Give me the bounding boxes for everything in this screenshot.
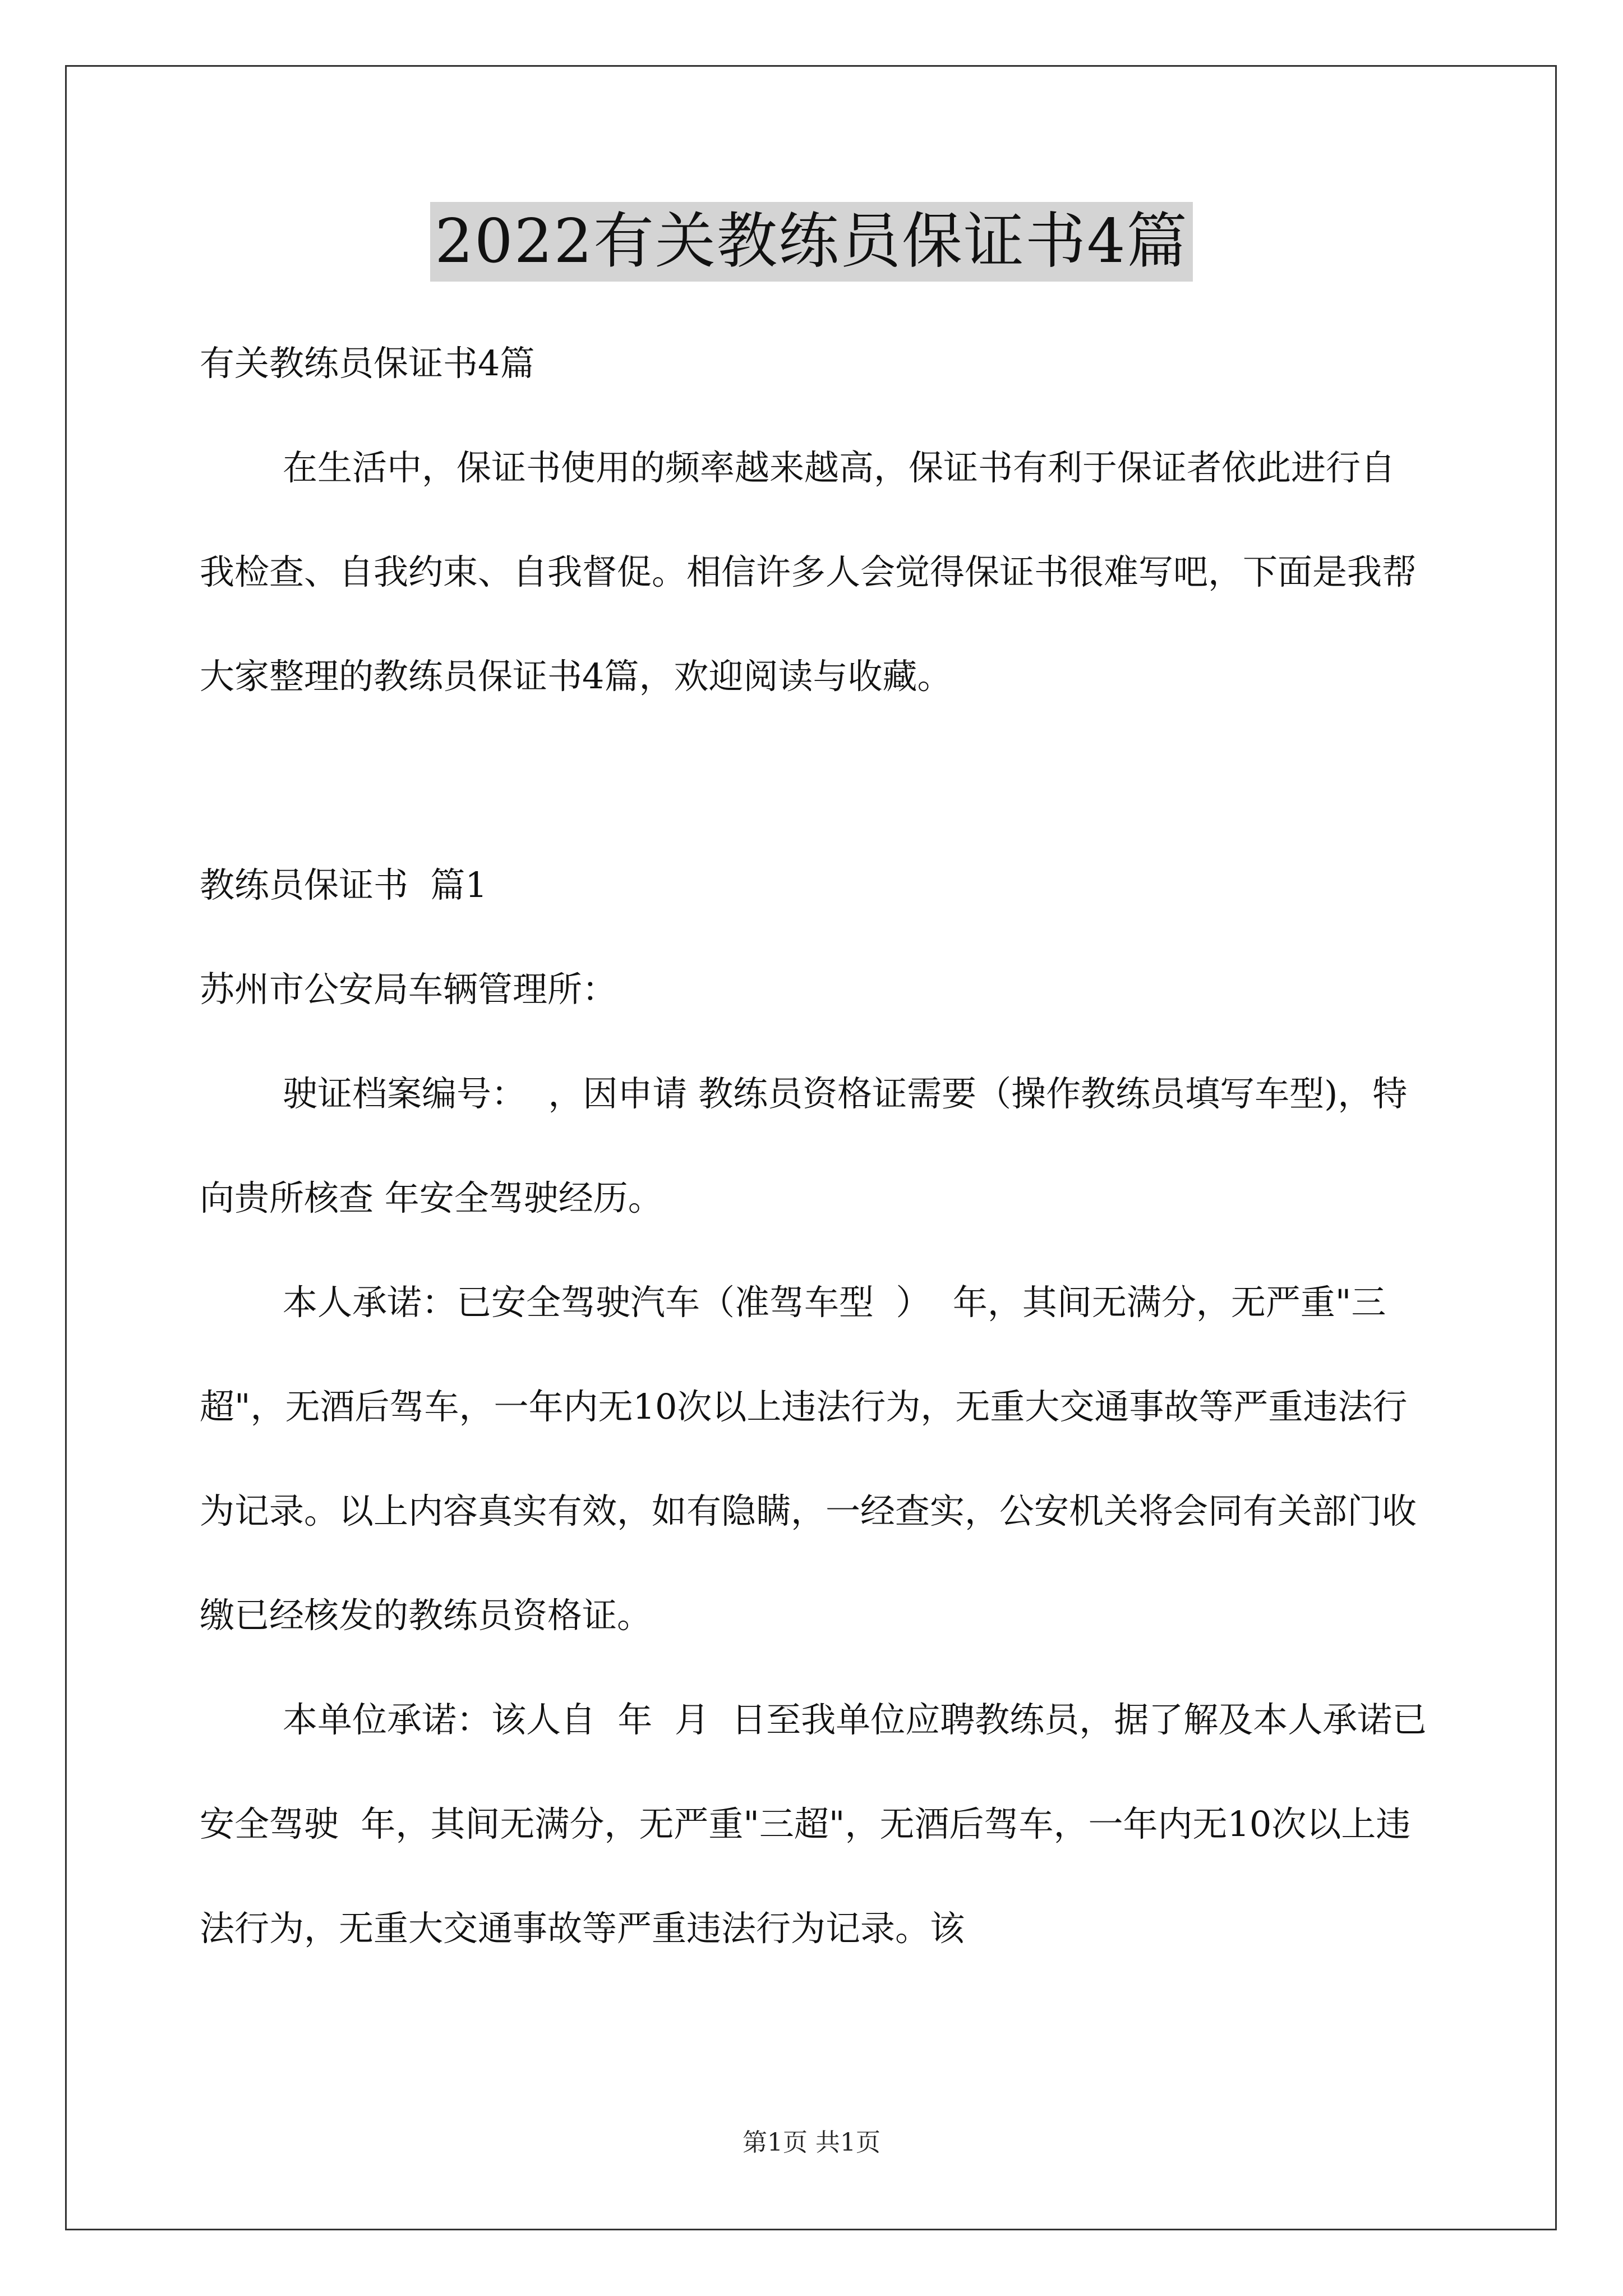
title-container [0, 202, 1623, 282]
intro-paragraph: 在生活中，保证书使用的频率越来越高，保证书有利于保证者依此进行自我检查、自我约束、自我督促。相信许多人会觉得保证书很难写吧，下面是我帮大家整理的教练员保证书4篇，欢迎阅读与收藏。 [200, 447, 1417, 697]
paragraph-license-record: 驶证档案编号： ，因申请 教练员资格证需要（操作教练员填写车型)，特向贵所核查 年安全驾驶经历。 [200, 1073, 1408, 1218]
page-footer: 第1页 共1页 [743, 2128, 880, 2157]
section-heading: 教练员保证书 篇1 [200, 864, 487, 905]
document-body [200, 311, 1428, 1981]
paragraph-employer-pledge: 本单位承诺：该人自 年 月 日至我单位应聘教练员，据了解及本人承诺已安全驾驶 年，其间无满分，无严重"三超"，无酒后驾车，一年内无10次以上违法行为，无重大交通事故等严重违法行为记录。该 [200, 1699, 1427, 1949]
section-spacer [200, 729, 1428, 833]
document-subtitle: 有关教练员保证书4篇 [200, 343, 535, 384]
paragraph-personal-pledge: 本人承诺：已安全驾驶汽车（准驾车型 ） 年，其间无满分，无严重"三超"，无酒后驾车，一年内无10次以上违法行为，无重大交通事故等严重违法行为记录。以上内容真实有效，如有隐瞒，一经查实，公安机关将会同有关部门收缴已经核发的教练员资格证。 [200, 1282, 1417, 1636]
document-title: 2022有关教练员保证书4篇 [430, 202, 1193, 282]
addressee: 苏州市公安局车辆管理所： [200, 969, 617, 1010]
